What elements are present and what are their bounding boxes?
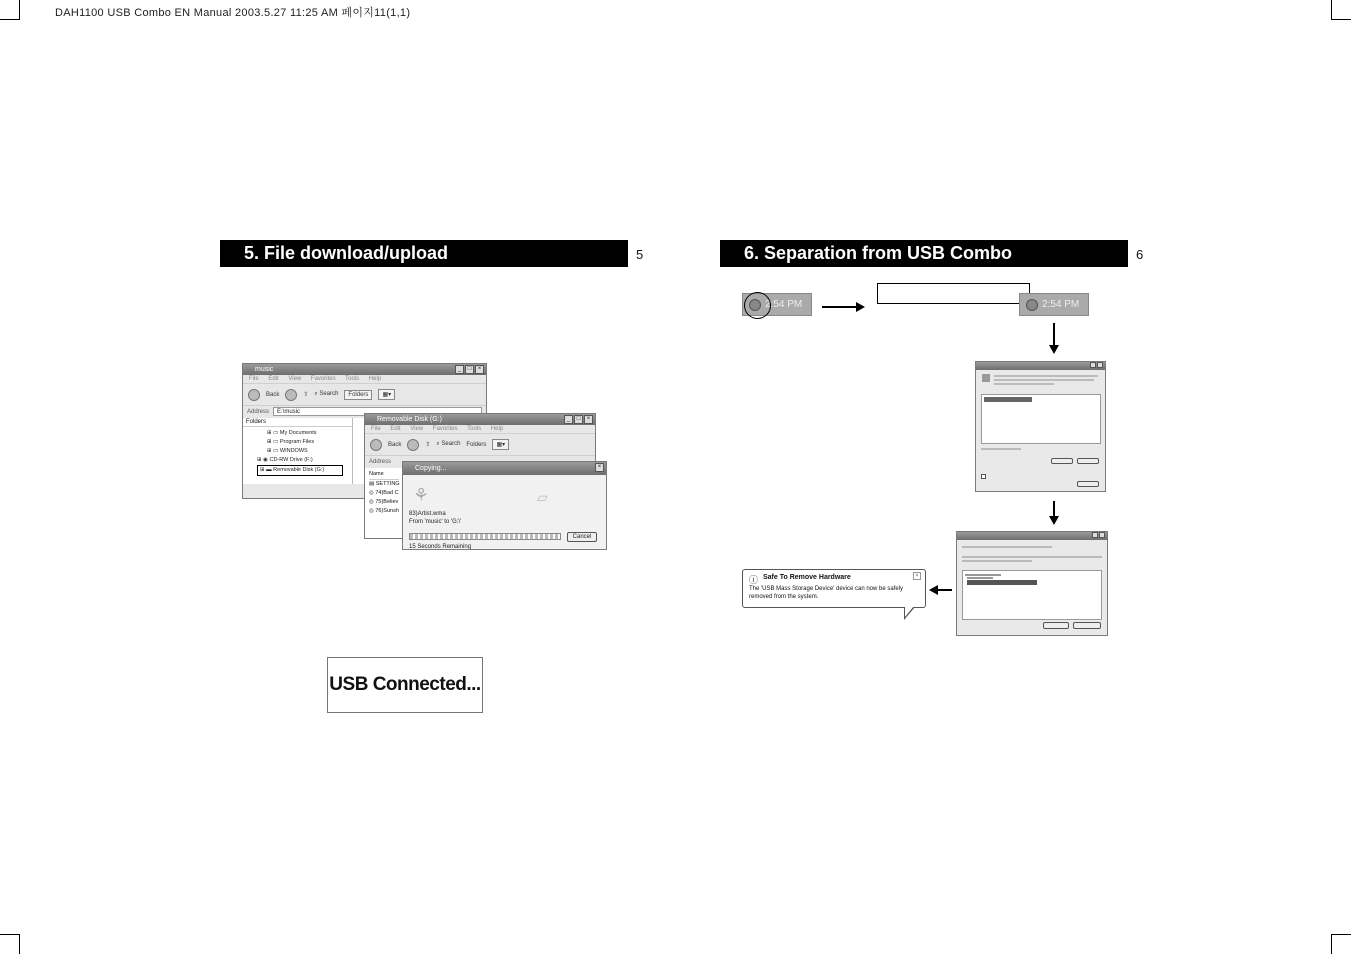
file-name: 76)Sunsh [375, 508, 399, 514]
section-title-separation: 6. Separation from USB Combo [720, 240, 1128, 267]
tree-item[interactable]: ⊞ ▭ My Documents [267, 430, 317, 436]
confirm-text-line [962, 556, 1102, 558]
device-row [965, 574, 1001, 576]
lcd-usb-connected [327, 657, 483, 713]
folders-pane [243, 418, 353, 484]
tree-item-label: My Documents [279, 430, 317, 436]
highlight-circle [744, 292, 771, 319]
help-button[interactable] [1092, 532, 1098, 538]
tree-item[interactable]: ⊞ ▭ Program Files [267, 439, 315, 445]
display-components-checkbox[interactable] [981, 474, 986, 479]
selected-device-row[interactable] [967, 580, 1037, 585]
cancel-button[interactable] [1073, 622, 1101, 629]
toolbar [243, 384, 486, 406]
name-column-header[interactable]: Name [369, 470, 399, 480]
close-button[interactable]: × [475, 365, 484, 374]
crop-mark-top-left [0, 0, 20, 20]
close-button[interactable]: × [595, 463, 604, 472]
arrow-left-line [938, 589, 952, 591]
tree-item-removable-disk[interactable]: ⊞ ▬ Removable Disk (G:) [257, 465, 343, 476]
search-label: Search [319, 391, 339, 397]
window-title: Removable Disk (G:) [377, 416, 442, 423]
balloon-message-line1: The 'USB Mass Storage Device' device can now be safely [749, 586, 904, 592]
description-text-line [994, 379, 1094, 381]
balloon-message-line2: removed from the system. [749, 594, 819, 600]
dialog-title: Copying... [415, 465, 447, 472]
destination-folder-icon: ▱ [537, 489, 548, 505]
tree-item-label: WINDOWS [279, 448, 308, 454]
arrow-left-head [929, 585, 938, 595]
tree-item-label: CD-RW Drive (F:) [269, 457, 313, 463]
page-number-left: 5 [636, 247, 644, 262]
file-name: 74)Bad C [375, 490, 399, 496]
safely-remove-hardware-icon[interactable] [1026, 299, 1038, 311]
file-row[interactable]: ▤ SETTING [369, 481, 400, 487]
close-button[interactable] [1097, 362, 1103, 368]
file-row[interactable]: ◎ 75)Believ [369, 499, 399, 505]
safe-to-remove-balloon [742, 569, 926, 608]
file-name: SETTING [375, 481, 400, 487]
lcd-status-text: USB Connected... [329, 674, 481, 695]
search-label: Search [441, 441, 461, 447]
tree-item-label: Program Files [279, 439, 315, 445]
devices-to-stop-list[interactable] [962, 570, 1102, 620]
ok-button[interactable] [1043, 622, 1069, 629]
arrow-down-line [1053, 323, 1055, 345]
arrow-right-line [822, 306, 858, 308]
arrow-down-line [1053, 501, 1055, 517]
up-folder-icon[interactable]: ⇧ [425, 442, 431, 448]
menu-bar[interactable]: File Edit View Favorites Tools Help [243, 375, 486, 384]
device-row [967, 577, 993, 579]
folders-button[interactable] [344, 390, 372, 400]
device-description-text [981, 448, 1021, 450]
toolbar [365, 434, 595, 456]
arrow-down-head [1049, 516, 1059, 525]
address-field[interactable]: E:\music [273, 407, 482, 416]
back-button-label[interactable]: Back [266, 391, 280, 398]
time-remaining: 15 Seconds Remaining [409, 544, 472, 550]
arrow-down-head [1049, 345, 1059, 354]
forward-arrow-icon[interactable] [407, 439, 419, 451]
info-hardware-icon: ⓘ [749, 575, 759, 585]
folder-tree [243, 427, 352, 476]
close-icon[interactable]: × [913, 572, 921, 580]
selected-device-row[interactable] [984, 397, 1032, 402]
copy-progress-bar [409, 533, 561, 540]
crop-mark-bottom-right [1331, 934, 1351, 954]
folders-label: Folders [348, 391, 369, 398]
description-text-line [994, 383, 1054, 385]
maximize-button[interactable]: □ [465, 365, 474, 374]
dialog-titlebar[interactable] [403, 462, 606, 475]
confirm-text-line [962, 560, 1032, 562]
properties-button[interactable] [1051, 458, 1073, 464]
cancel-button[interactable]: Cancel [567, 532, 597, 542]
maximize-button[interactable]: □ [574, 415, 583, 424]
stop-button[interactable] [1077, 458, 1099, 464]
views-button[interactable]: ▦▾ [378, 389, 395, 400]
page-number-right: 6 [1136, 247, 1144, 262]
address-label: Address [247, 409, 270, 415]
section-title-file-transfer: 5. File download/upload [220, 240, 628, 267]
tray-clock: 2:54 PM [765, 299, 803, 310]
description-text-line [994, 375, 1098, 377]
copy-from-to: From 'music' to 'G:\' [409, 519, 462, 525]
tree-item-label: Removable Disk (G:) [273, 467, 325, 473]
print-header: DAH1100 USB Combo EN Manual 2003.5.27 11:25 AM 페이지11(1,1) [55, 7, 411, 19]
balloon-tail-fill [905, 606, 914, 617]
file-row[interactable]: ◎ 76)Sunsh [369, 508, 399, 514]
flying-papers-icon: ⚘ [413, 485, 430, 505]
safely-remove-hardware-dialog [975, 361, 1106, 492]
folders-pane-header: Folders [243, 418, 352, 427]
arrow-right-head [856, 302, 865, 312]
window-title: music [255, 366, 274, 373]
dialog-titlebar[interactable] [976, 362, 1105, 370]
folders-button[interactable] [466, 442, 486, 448]
file-name: 75)Believ [375, 499, 399, 505]
folders-label: Folders [466, 441, 487, 448]
search-button[interactable]: ⌕ Search [436, 441, 461, 447]
views-button[interactable]: ▦▾ [492, 439, 509, 450]
close-button[interactable] [1099, 532, 1105, 538]
tree-item[interactable]: ⊞ ◉ CD-RW Drive (F:) [257, 457, 313, 463]
back-button-label[interactable]: Back [388, 441, 402, 448]
tray-clock: 2:54 PM [1042, 299, 1080, 310]
stop-hardware-device-dialog [956, 531, 1108, 636]
dialog-body [403, 475, 606, 550]
system-tray-2 [1019, 293, 1089, 316]
minimize-button[interactable]: _ [455, 365, 464, 374]
minimize-button[interactable]: _ [564, 415, 573, 424]
dialog-titlebar[interactable] [957, 532, 1107, 540]
tree-item[interactable]: ⊞ ▭ WINDOWS [267, 448, 308, 454]
back-arrow-icon[interactable] [370, 439, 382, 451]
search-button[interactable]: ⌕ Search [314, 391, 339, 397]
hardware-devices-list[interactable] [981, 394, 1101, 444]
forward-arrow-icon[interactable] [285, 389, 297, 401]
file-row[interactable]: ◎ 74)Bad C [369, 490, 399, 496]
hardware-icon [982, 374, 990, 382]
up-folder-icon[interactable]: ⇧ [303, 392, 309, 398]
address-label: Address [369, 459, 392, 465]
crop-mark-bottom-left [0, 934, 20, 954]
help-button[interactable] [1090, 362, 1096, 368]
close-dialog-button[interactable] [1077, 481, 1099, 487]
crop-mark-top-right [1331, 0, 1351, 20]
copy-filename: 83)Artist.wma [409, 511, 446, 517]
confirm-text-line [962, 546, 1052, 548]
balloon-title: Safe To Remove Hardware [763, 574, 851, 581]
menu-bar[interactable]: File Edit View Favorites Tools Help [365, 425, 595, 434]
close-button[interactable]: × [584, 415, 593, 424]
safely-remove-popup-label[interactable] [877, 283, 1030, 304]
copying-dialog [402, 461, 607, 550]
window-titlebar[interactable] [243, 364, 486, 375]
back-arrow-icon[interactable] [248, 389, 260, 401]
window-titlebar[interactable] [365, 414, 595, 425]
